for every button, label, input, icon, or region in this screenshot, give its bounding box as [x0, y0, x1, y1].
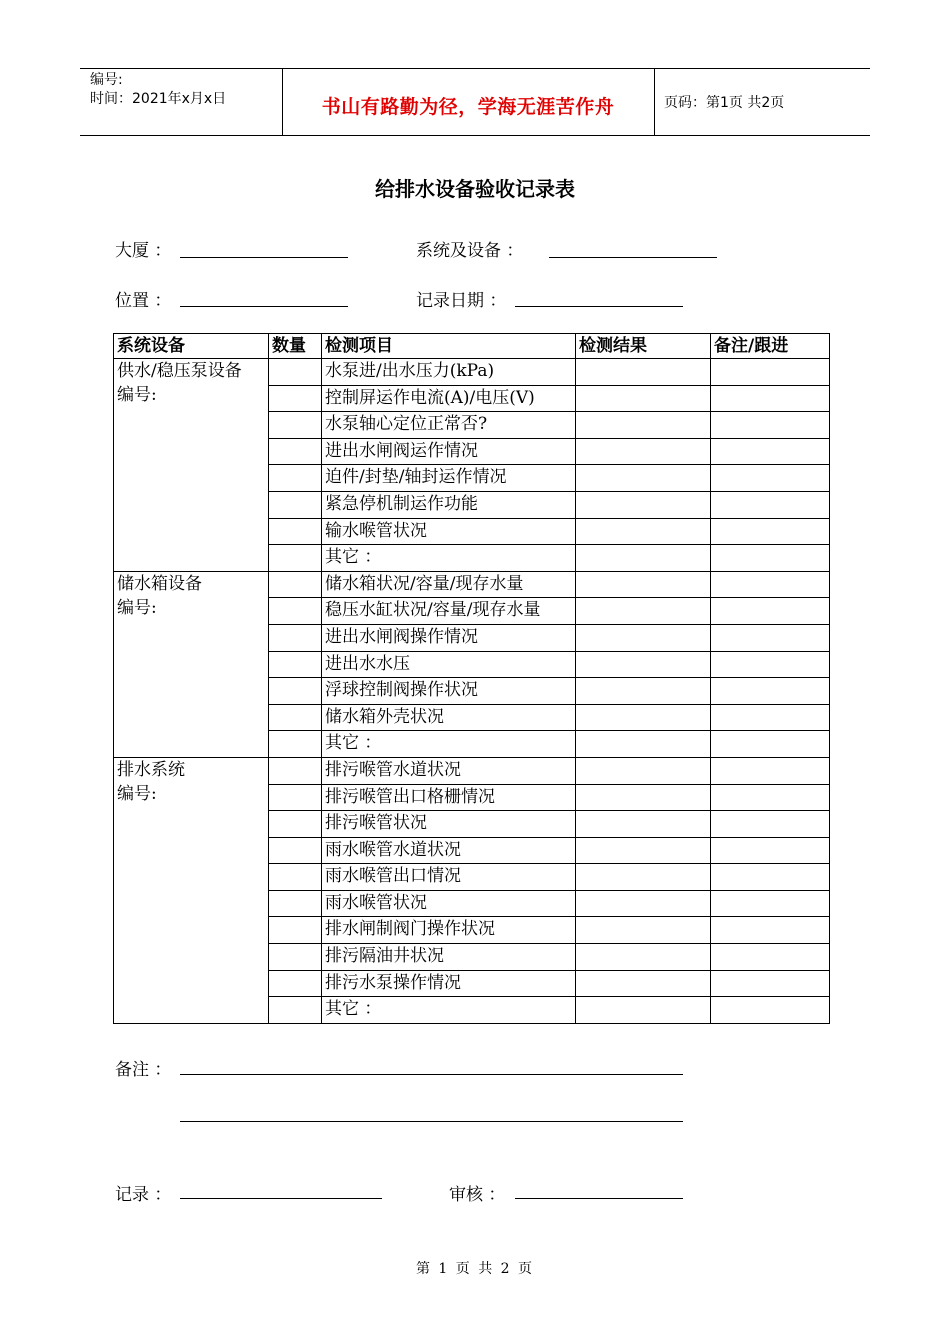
quantity-cell[interactable]: [269, 997, 322, 1024]
result-cell[interactable]: [576, 359, 711, 386]
result-cell[interactable]: [576, 970, 711, 997]
result-cell[interactable]: [576, 757, 711, 784]
result-cell[interactable]: [576, 811, 711, 838]
result-cell[interactable]: [576, 412, 711, 439]
check-item: 排污水泵操作情况: [322, 970, 576, 997]
header-divider-right: [654, 68, 655, 135]
remarks-cell[interactable]: [711, 518, 830, 545]
group-number-label: 编号:: [117, 385, 157, 405]
col-header-item: 检测项目: [322, 334, 576, 359]
quantity-cell[interactable]: [269, 811, 322, 838]
check-item: 输水喉管状况: [322, 518, 576, 545]
quantity-cell[interactable]: [269, 491, 322, 518]
result-cell[interactable]: [576, 678, 711, 705]
remarks-cell[interactable]: [711, 890, 830, 917]
check-item: 迫件/封垫/轴封运作情况: [322, 465, 576, 492]
quantity-cell[interactable]: [269, 890, 322, 917]
table-row: [114, 359, 830, 386]
check-item: 排水闸制阀门操作状况: [322, 917, 576, 944]
group-name: 排水系统: [117, 759, 185, 780]
result-cell[interactable]: [576, 864, 711, 891]
group-number-label: 编号:: [117, 783, 157, 804]
quantity-cell[interactable]: [269, 784, 322, 811]
quantity-cell[interactable]: [269, 864, 322, 891]
remarks-cell[interactable]: [711, 412, 830, 439]
check-item: 排污喉管状况: [322, 811, 576, 838]
col-header-system: 系统设备: [114, 334, 269, 359]
check-item: 其它 ：: [322, 731, 576, 758]
quantity-cell[interactable]: [269, 837, 322, 864]
group-name: 供水/稳压泵设备: [117, 361, 242, 381]
check-item: 雨水喉管状况: [322, 890, 576, 917]
group-number-label: 编号:: [117, 597, 157, 618]
check-item: 浮球控制阀操作状况: [322, 678, 576, 705]
result-cell[interactable]: [576, 518, 711, 545]
result-cell[interactable]: [576, 944, 711, 971]
check-item: 紧急停机制运作功能: [322, 491, 576, 518]
record-date-label: 记录日期 ：: [416, 291, 507, 311]
check-item: 进出水闸阀运作情况: [322, 438, 576, 465]
quantity-cell[interactable]: [269, 545, 322, 572]
building-label: 大厦 ：: [115, 241, 172, 261]
group-cell: [114, 571, 269, 757]
check-item: 储水箱状况/容量/现存水量: [322, 571, 576, 598]
header-page-info: 页码：第1页 共2页: [664, 95, 785, 111]
check-item: 进出水水压: [322, 651, 576, 678]
result-cell[interactable]: [576, 917, 711, 944]
remarks-cell[interactable]: [711, 757, 830, 784]
result-cell[interactable]: [576, 837, 711, 864]
result-cell[interactable]: [576, 784, 711, 811]
remarks-cell[interactable]: [711, 864, 830, 891]
header-top-rule: [80, 68, 870, 69]
quantity-cell[interactable]: [269, 624, 322, 651]
result-cell[interactable]: [576, 545, 711, 572]
page-title: 给排水设备验收记录表: [375, 177, 575, 201]
result-cell[interactable]: [576, 598, 711, 625]
quantity-cell[interactable]: [269, 651, 322, 678]
quantity-cell[interactable]: [269, 704, 322, 731]
group-name: 储水箱设备: [117, 573, 202, 594]
location-label: 位置 ：: [115, 291, 172, 311]
result-cell[interactable]: [576, 731, 711, 758]
table-row: [114, 757, 830, 784]
remarks-cell[interactable]: [711, 598, 830, 625]
inspection-table: [113, 333, 830, 1024]
result-cell[interactable]: [576, 571, 711, 598]
quantity-cell[interactable]: [269, 970, 322, 997]
remarks-cell[interactable]: [711, 678, 830, 705]
check-item: 水泵进/出水压力(kPa): [322, 359, 576, 386]
result-cell[interactable]: [576, 890, 711, 917]
quantity-cell[interactable]: [269, 571, 322, 598]
col-header-remarks: 备注/跟进: [711, 334, 830, 359]
quantity-cell[interactable]: [269, 757, 322, 784]
col-header-result: 检测结果: [576, 334, 711, 359]
quantity-cell[interactable]: [269, 412, 322, 439]
remarks-cell[interactable]: [711, 359, 830, 386]
quantity-cell[interactable]: [269, 518, 322, 545]
group-cell: [114, 757, 269, 1023]
check-item: 其它 ：: [322, 545, 576, 572]
recorder-label: 记录 ：: [115, 1185, 172, 1205]
check-item: 储水箱外壳状况: [322, 704, 576, 731]
check-item: 雨水喉管水道状况: [322, 837, 576, 864]
result-cell[interactable]: [576, 491, 711, 518]
remarks-cell[interactable]: [711, 970, 830, 997]
remarks-cell[interactable]: [711, 545, 830, 572]
remarks-cell[interactable]: [711, 917, 830, 944]
recorder-field[interactable]: [180, 1198, 382, 1199]
remarks-line-2[interactable]: [180, 1121, 683, 1122]
remarks-cell[interactable]: [711, 624, 830, 651]
remarks-cell[interactable]: [711, 651, 830, 678]
check-item: 排污喉管出口格栅情况: [322, 784, 576, 811]
check-item: 其它 ：: [322, 997, 576, 1024]
page-footer: 第 1 页 共 2 页: [415, 1261, 535, 1277]
result-cell[interactable]: [576, 704, 711, 731]
check-item: 雨水喉管出口情况: [322, 864, 576, 891]
result-cell[interactable]: [576, 624, 711, 651]
remarks-cell[interactable]: [711, 997, 830, 1024]
result-cell[interactable]: [576, 997, 711, 1024]
check-item: 排污隔油井状况: [322, 944, 576, 971]
check-item: 排污喉管水道状况: [322, 757, 576, 784]
quantity-cell[interactable]: [269, 359, 322, 386]
check-item: 控制屏运作电流(A)/电压(V): [322, 385, 576, 412]
result-cell[interactable]: [576, 438, 711, 465]
system-field[interactable]: [549, 257, 717, 258]
remarks-cell[interactable]: [711, 385, 830, 412]
header-bottom-rule: [80, 135, 870, 136]
remarks-cell[interactable]: [711, 571, 830, 598]
check-item: 水泵轴心定位正常否?: [322, 412, 576, 439]
location-field[interactable]: [180, 306, 348, 307]
remarks-cell[interactable]: [711, 438, 830, 465]
result-cell[interactable]: [576, 651, 711, 678]
remarks-cell[interactable]: [711, 784, 830, 811]
quantity-cell[interactable]: [269, 917, 322, 944]
quantity-cell[interactable]: [269, 944, 322, 971]
quantity-cell[interactable]: [269, 598, 322, 625]
result-cell[interactable]: [576, 385, 711, 412]
check-item: 稳压水缸状况/容量/现存水量: [322, 598, 576, 625]
building-field[interactable]: [180, 257, 348, 258]
record-date-field[interactable]: [515, 306, 683, 307]
system-label: 系统及设备 ：: [416, 241, 524, 261]
header-number-label: 编号:: [90, 72, 123, 88]
result-cell[interactable]: [576, 465, 711, 492]
remarks-cell[interactable]: [711, 811, 830, 838]
remarks-cell[interactable]: [711, 944, 830, 971]
group-cell: [114, 359, 269, 572]
header-time: 时间：2021年x月x日: [90, 91, 227, 107]
quantity-cell[interactable]: [269, 731, 322, 758]
remarks-line-1[interactable]: [180, 1074, 683, 1075]
remarks-cell[interactable]: [711, 837, 830, 864]
header-motto: 书山有路勤为径，学海无涯苦作舟: [321, 96, 615, 118]
table-header-row: [114, 334, 830, 359]
reviewer-field[interactable]: [515, 1198, 683, 1199]
remarks-cell[interactable]: [711, 465, 830, 492]
table-row: [114, 571, 830, 598]
remarks-cell[interactable]: [711, 704, 830, 731]
remarks-cell[interactable]: [711, 731, 830, 758]
quantity-cell[interactable]: [269, 385, 322, 412]
quantity-cell[interactable]: [269, 678, 322, 705]
col-header-quantity: 数量: [269, 334, 322, 359]
remarks-cell[interactable]: [711, 491, 830, 518]
quantity-cell[interactable]: [269, 438, 322, 465]
check-item: 进出水闸阀操作情况: [322, 624, 576, 651]
remarks-label: 备注 ：: [115, 1060, 172, 1080]
quantity-cell[interactable]: [269, 465, 322, 492]
reviewer-label: 审核 ：: [449, 1185, 506, 1205]
